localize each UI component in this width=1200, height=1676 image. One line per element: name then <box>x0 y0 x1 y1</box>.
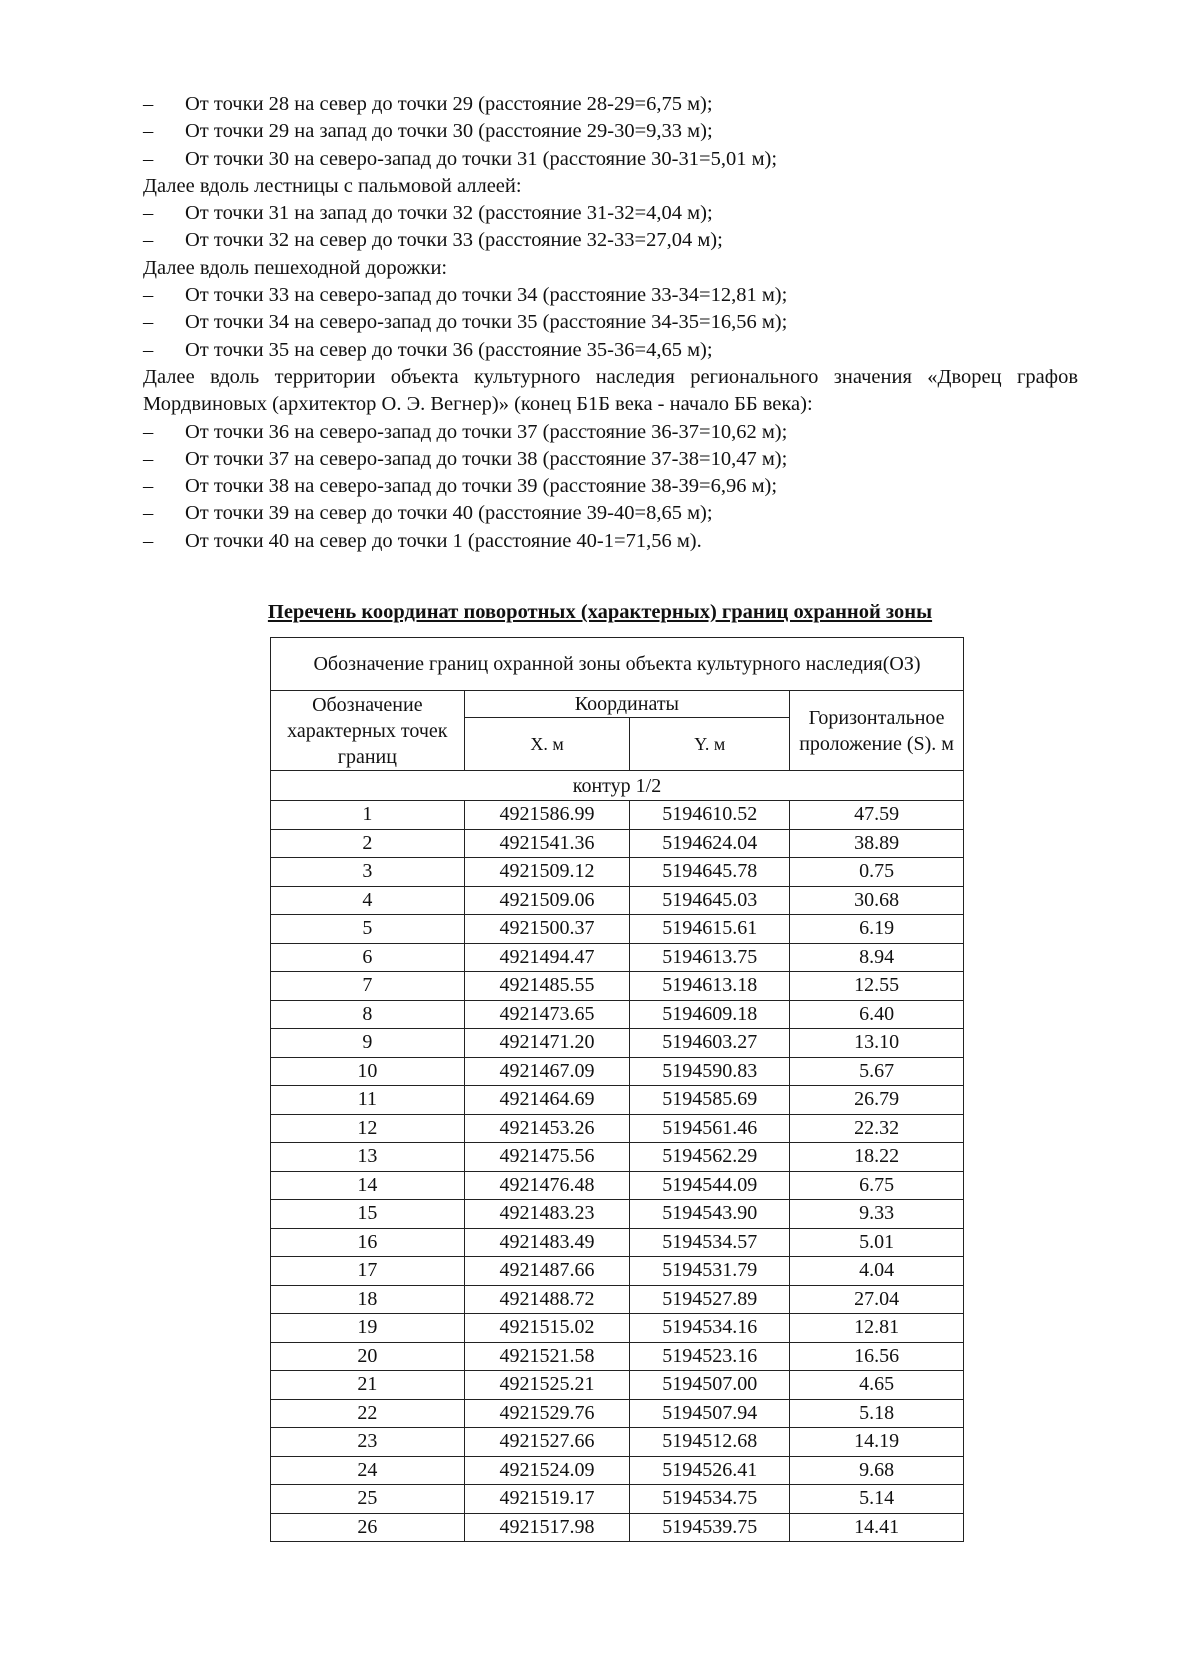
y-coordinate-cell: 5194539.75 <box>630 1513 790 1542</box>
y-coordinate-cell: 5194526.41 <box>630 1456 790 1485</box>
paragraph-line: – От точки 30 на северо-запад до точки 31 (расстояние 30-31=5,01 м); <box>143 146 1078 173</box>
table-row <box>271 1428 964 1457</box>
table-title: Перечень координат поворотных (характерных) границ охранной зоны <box>267 601 933 623</box>
table-row <box>271 915 964 944</box>
header-y: Y. м <box>630 718 790 771</box>
point-number-cell: 19 <box>271 1314 465 1343</box>
distance-cell: 47.59 <box>790 801 964 830</box>
distance-cell: 4.04 <box>790 1257 964 1286</box>
table-row <box>271 1000 964 1029</box>
point-number-cell: 15 <box>271 1200 465 1229</box>
table-row <box>271 1086 964 1115</box>
paragraph-line: Далее вдоль пешеходной дорожки: <box>143 256 448 279</box>
paragraph-line: – От точки 34 на северо-запад до точки 35 (расстояние 34-35=16,56 м); <box>143 309 1078 336</box>
point-number-cell: 21 <box>271 1371 465 1400</box>
table-row <box>271 1029 964 1058</box>
distance-cell: 14.19 <box>790 1428 964 1457</box>
table-row <box>271 1200 964 1229</box>
x-coordinate-cell: 4921453.26 <box>464 1114 630 1143</box>
y-coordinate-cell: 5194645.78 <box>630 858 790 887</box>
x-coordinate-cell: 4921494.47 <box>464 943 630 972</box>
x-coordinate-cell: 4921517.98 <box>464 1513 630 1542</box>
x-coordinate-cell: 4921500.37 <box>464 915 630 944</box>
y-coordinate-cell: 5194645.03 <box>630 886 790 915</box>
x-coordinate-cell: 4921476.48 <box>464 1171 630 1200</box>
y-coordinate-cell: 5194507.94 <box>630 1399 790 1428</box>
y-coordinate-cell: 5194523.16 <box>630 1342 790 1371</box>
header-horizontal-distance: Горизонтальное проложение (S). м <box>790 691 964 771</box>
y-coordinate-cell: 5194585.69 <box>630 1086 790 1115</box>
point-number-cell: 8 <box>271 1000 465 1029</box>
y-coordinate-cell: 5194603.27 <box>630 1029 790 1058</box>
point-number-cell: 2 <box>271 829 465 858</box>
bullet-dash: – <box>143 93 154 115</box>
distance-cell: 22.32 <box>790 1114 964 1143</box>
x-coordinate-cell: 4921483.23 <box>464 1200 630 1229</box>
y-coordinate-cell: 5194534.57 <box>630 1228 790 1257</box>
table-row <box>271 1228 964 1257</box>
point-number-cell: 3 <box>271 858 465 887</box>
point-number-cell: 25 <box>271 1485 465 1514</box>
x-coordinate-cell: 4921586.99 <box>464 801 630 830</box>
table-header-row <box>271 691 964 718</box>
x-coordinate-cell: 4921509.12 <box>464 858 630 887</box>
y-coordinate-cell: 5194561.46 <box>630 1114 790 1143</box>
y-coordinate-cell: 5194613.18 <box>630 972 790 1001</box>
table-row <box>271 1114 964 1143</box>
point-number-cell: 11 <box>271 1086 465 1115</box>
y-coordinate-cell: 5194615.61 <box>630 915 790 944</box>
point-number-cell: 26 <box>271 1513 465 1542</box>
table-row <box>271 829 964 858</box>
distance-cell: 9.68 <box>790 1456 964 1485</box>
distance-cell: 14.41 <box>790 1513 964 1542</box>
paragraph-line: – От точки 39 на север до точки 40 (расстояние 39-40=8,65 м); <box>143 500 1078 527</box>
x-coordinate-cell: 4921521.58 <box>464 1342 630 1371</box>
table-row <box>271 1399 964 1428</box>
distance-cell: 18.22 <box>790 1143 964 1172</box>
distance-cell: 6.40 <box>790 1000 964 1029</box>
point-number-cell: 10 <box>271 1057 465 1086</box>
distance-cell: 12.81 <box>790 1314 964 1343</box>
point-number-cell: 1 <box>271 801 465 830</box>
table-row <box>271 1485 964 1514</box>
y-coordinate-cell: 5194534.16 <box>630 1314 790 1343</box>
x-coordinate-cell: 4921473.65 <box>464 1000 630 1029</box>
distance-cell: 38.89 <box>790 829 964 858</box>
point-number-cell: 4 <box>271 886 465 915</box>
table-row <box>271 858 964 887</box>
bullet-dash: – <box>143 475 154 498</box>
coordinates-table <box>270 637 964 1542</box>
point-number-cell: 9 <box>271 1029 465 1058</box>
distance-cell: 6.19 <box>790 915 964 944</box>
table-row <box>271 886 964 915</box>
x-coordinate-cell: 4921464.69 <box>464 1086 630 1115</box>
y-coordinate-cell: 5194609.18 <box>630 1000 790 1029</box>
y-coordinate-cell: 5194590.83 <box>630 1057 790 1086</box>
table-row <box>271 1171 964 1200</box>
y-coordinate-cell: 5194534.75 <box>630 1485 790 1514</box>
y-coordinate-cell: 5194610.52 <box>630 801 790 830</box>
table-row <box>271 1057 964 1086</box>
x-coordinate-cell: 4921488.72 <box>464 1285 630 1314</box>
table-row <box>271 972 964 1001</box>
table-row <box>271 1456 964 1485</box>
x-coordinate-cell: 4921515.02 <box>464 1314 630 1343</box>
y-coordinate-cell: 5194507.00 <box>630 1371 790 1400</box>
contour-row <box>271 771 964 801</box>
distance-cell: 12.55 <box>790 972 964 1001</box>
x-coordinate-cell: 4921541.36 <box>464 829 630 858</box>
point-number-cell: 13 <box>271 1143 465 1172</box>
point-number-cell: 5 <box>271 915 465 944</box>
bullet-dash: – <box>143 202 154 225</box>
table-row <box>271 1143 964 1172</box>
table-row <box>271 943 964 972</box>
table-row <box>271 1257 964 1286</box>
distance-cell: 9.33 <box>790 1200 964 1229</box>
x-coordinate-cell: 4921487.66 <box>464 1257 630 1286</box>
bullet-dash: – <box>143 147 154 170</box>
paragraph-line: – От точки 37 на северо-запад до точки 38 (расстояние 37-38=10,47 м); <box>143 446 1078 473</box>
bullet-dash: – <box>143 502 154 525</box>
y-coordinate-cell: 5194512.68 <box>630 1428 790 1457</box>
paragraph-line: – От точки 35 на север до точки 36 (расстояние 35-36=4,65 м); <box>143 337 1078 364</box>
table-caption: Обозначение границ охранной зоны объекта культурного наследия(ОЗ) <box>271 638 964 691</box>
x-coordinate-cell: 4921519.17 <box>464 1485 630 1514</box>
bullet-dash: – <box>143 420 154 443</box>
point-number-cell: 6 <box>271 943 465 972</box>
x-coordinate-cell: 4921529.76 <box>464 1399 630 1428</box>
y-coordinate-cell: 5194543.90 <box>630 1200 790 1229</box>
point-number-cell: 12 <box>271 1114 465 1143</box>
bullet-dash: – <box>143 311 154 334</box>
distance-cell: 13.10 <box>790 1029 964 1058</box>
bullet-dash: – <box>143 447 154 470</box>
table-row <box>271 1342 964 1371</box>
y-coordinate-cell: 5194613.75 <box>630 943 790 972</box>
point-number-cell: 16 <box>271 1228 465 1257</box>
bullet-dash: – <box>143 338 154 361</box>
distance-cell: 8.94 <box>790 943 964 972</box>
point-number-cell: 14 <box>271 1171 465 1200</box>
boundary-description <box>143 91 1078 555</box>
x-coordinate-cell: 4921485.55 <box>464 972 630 1001</box>
x-coordinate-cell: 4921524.09 <box>464 1456 630 1485</box>
x-coordinate-cell: 4921467.09 <box>464 1057 630 1086</box>
bullet-dash: – <box>143 529 154 552</box>
distance-cell: 5.14 <box>790 1485 964 1514</box>
distance-cell: 26.79 <box>790 1086 964 1115</box>
paragraph-line: – От точки 40 на север до точки 1 (расстояние 40-1=71,56 м). <box>143 528 1078 555</box>
contour-label: контур 1/2 <box>271 771 964 801</box>
y-coordinate-cell: 5194527.89 <box>630 1285 790 1314</box>
x-coordinate-cell: 4921509.06 <box>464 886 630 915</box>
paragraph-line: – От точки 33 на северо-запад до точки 34 (расстояние 33-34=12,81 м); <box>143 282 1078 309</box>
y-coordinate-cell: 5194531.79 <box>630 1257 790 1286</box>
distance-cell: 5.18 <box>790 1399 964 1428</box>
point-number-cell: 20 <box>271 1342 465 1371</box>
header-points: Обозначение характерных точек границ <box>271 691 465 771</box>
paragraph-line: – От точки 38 на северо-запад до точки 39 (расстояние 38-39=6,96 м); <box>143 473 1078 500</box>
table-caption-row <box>271 638 964 691</box>
table-row <box>271 1371 964 1400</box>
distance-cell: 5.67 <box>790 1057 964 1086</box>
paragraph-line: Далее вдоль территории объекта культурного наследия регионального значения «Дворец графов Мордвиновых (архитектор О. Э. Вегнер)» (конец Б1Б века - начало ББ века): <box>143 365 1078 416</box>
paragraph-line: – От точки 32 на север до точки 33 (расстояние 32-33=27,04 м); <box>143 227 1078 254</box>
bullet-dash: – <box>143 229 154 252</box>
paragraph-line: – От точки 29 на запад до точки 30 (расстояние 29-30=9,33 м); <box>143 118 1078 145</box>
bullet-dash: – <box>143 120 154 143</box>
distance-cell: 5.01 <box>790 1228 964 1257</box>
point-number-cell: 24 <box>271 1456 465 1485</box>
y-coordinate-cell: 5194624.04 <box>630 829 790 858</box>
bullet-dash: – <box>143 284 154 307</box>
distance-cell: 6.75 <box>790 1171 964 1200</box>
paragraph-line: – От точки 28 на север до точки 29 (расстояние 28-29=6,75 м); <box>143 91 1078 118</box>
x-coordinate-cell: 4921475.56 <box>464 1143 630 1172</box>
x-coordinate-cell: 4921525.21 <box>464 1371 630 1400</box>
distance-cell: 27.04 <box>790 1285 964 1314</box>
y-coordinate-cell: 5194562.29 <box>630 1143 790 1172</box>
table-row <box>271 1285 964 1314</box>
point-number-cell: 23 <box>271 1428 465 1457</box>
paragraph-line: – От точки 36 на северо-запад до точки 37 (расстояние 36-37=10,62 м); <box>143 419 1078 446</box>
point-number-cell: 17 <box>271 1257 465 1286</box>
point-number-cell: 7 <box>271 972 465 1001</box>
distance-cell: 30.68 <box>790 886 964 915</box>
distance-cell: 16.56 <box>790 1342 964 1371</box>
header-x: X. м <box>464 718 630 771</box>
point-number-cell: 18 <box>271 1285 465 1314</box>
x-coordinate-cell: 4921471.20 <box>464 1029 630 1058</box>
x-coordinate-cell: 4921483.49 <box>464 1228 630 1257</box>
point-number-cell: 22 <box>271 1399 465 1428</box>
distance-cell: 0.75 <box>790 858 964 887</box>
header-coordinates: Координаты <box>464 691 789 718</box>
x-coordinate-cell: 4921527.66 <box>464 1428 630 1457</box>
y-coordinate-cell: 5194544.09 <box>630 1171 790 1200</box>
table-row <box>271 1513 964 1542</box>
paragraph-line: Далее вдоль лестницы с пальмовой аллеей: <box>143 174 522 197</box>
distance-cell: 4.65 <box>790 1371 964 1400</box>
paragraph-line: – От точки 31 на запад до точки 32 (расстояние 31-32=4,04 м); <box>143 200 1078 227</box>
table-row <box>271 1314 964 1343</box>
table-row <box>271 801 964 830</box>
